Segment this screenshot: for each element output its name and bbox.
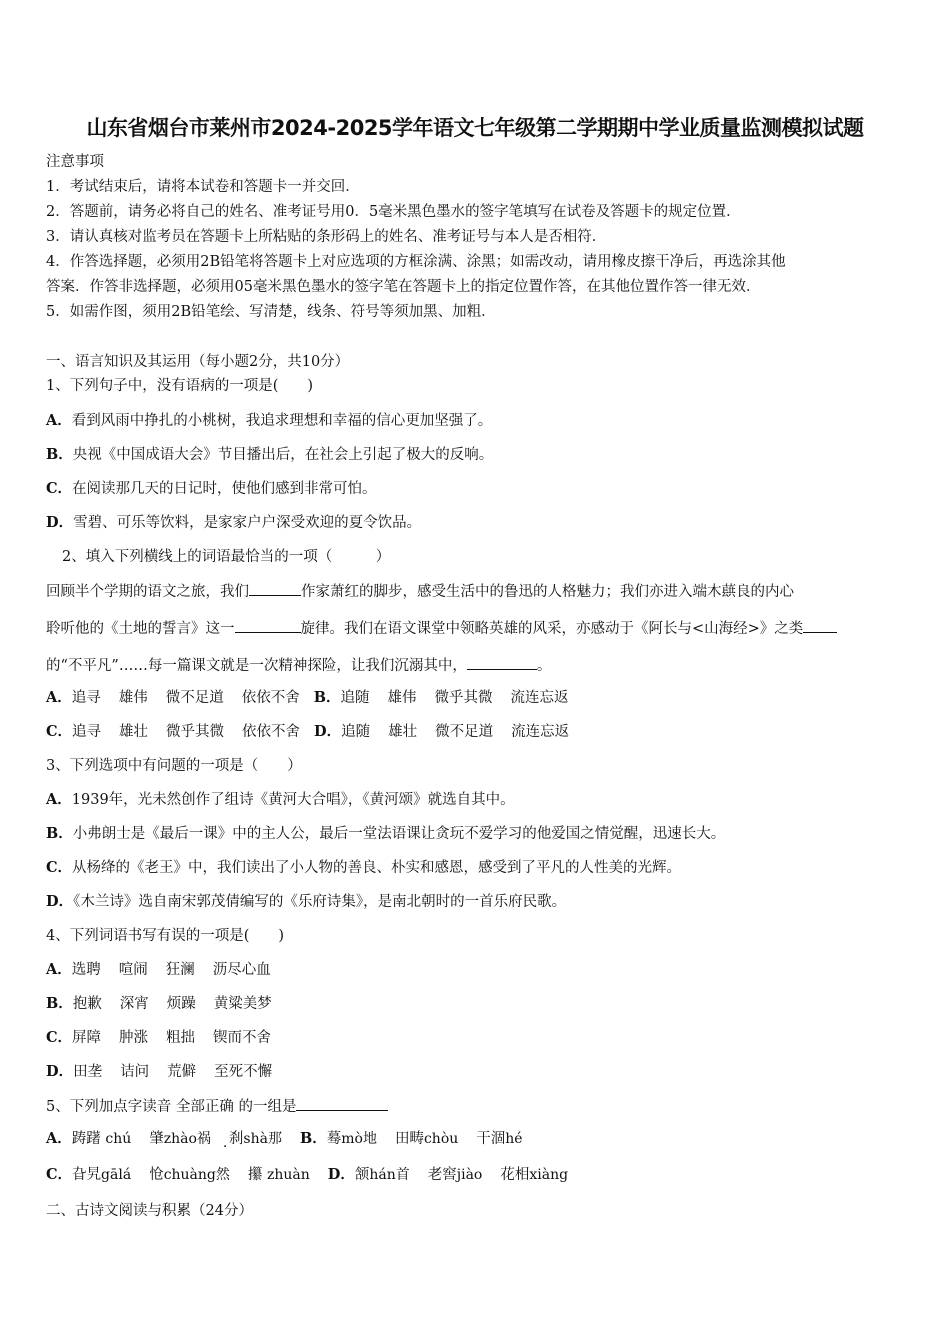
notice-item-1: 1．考试结束后，请将本试卷和答题卡一并交回． [46,179,360,195]
option-word: 刹 · [229,1131,244,1147]
notice-item-3: 3．请认真核对监考员在答题卡上所粘贴的条形码上的姓名、准考证号与本人是否相符． [46,229,607,245]
option-key: D． [327,1166,355,1183]
option-key: C． [46,480,73,497]
answer-blank[interactable] [249,581,301,596]
option-word: 雄壮 [119,724,149,740]
option-word: 微不足道 [165,690,224,706]
option-word: 狂澜 [165,962,195,978]
passage-text: 回顾半个学期的语文之旅，我们 [46,584,249,600]
option-word: 干涸 [476,1131,506,1147]
section-1-heading: 一、语言知识及其运用（每小题2分，共10分） [46,354,350,370]
option-word: 喧闹 [118,962,148,978]
option-word: 旮旯 [72,1167,102,1183]
option-text: 在阅读那几天的日记时，使他们感到非常可怕。 [72,481,377,497]
option-key: C． [46,723,73,740]
q2-stem: 2、填入下列横线上的词语最恰当的一项（ ） [62,549,391,565]
q2-options-cd [46,722,587,742]
q3-option-b [46,824,725,844]
q4-option-d [46,1062,290,1082]
page-title: 山东省烟台市莱州市2024-2025学年语文七年级第二学期期中学业质量监测模拟试题 [86,116,864,140]
option-word: 锲而不舍 [213,1030,272,1046]
q2-passage-line-3 [46,655,551,676]
pinyin: hé [505,1131,523,1147]
option-text: 央视《中国成语大会》节目播出后，在社会上引起了极大的反响。 [72,447,494,463]
pinyin: chú [105,1131,132,1147]
option-text: 《木兰诗》选自南宋郭茂倩编写的《乐府诗集》，是南北朝时的一首乐府民歌。 [73,894,567,910]
option-word: 选聘 [71,962,101,978]
option-word: 田垄 [73,1064,103,1080]
q1-stem: 1、下列句子中，没有语病的一项是( ) [46,378,314,394]
option-key: D． [46,893,74,910]
option-word: 花相 [500,1167,530,1183]
option-word: 依依不舍 [241,690,300,706]
stem-text: 5、下列加点字读音 全部正确 的一组是 [46,1099,297,1115]
option-word: 雄伟 [387,690,417,706]
option-word: 追随 [340,690,370,706]
q1-option-a [46,411,492,431]
option-word: 怆 [149,1167,164,1183]
option-text: 看到风雨中挣扎的小桃树，我追求理想和幸福的信心更加坚强了。 [71,413,493,429]
notice-item-2: 2．答题前，请务必将自己的姓名、准考证号用0．5毫米黑色墨水的签字笔填写在试卷及答题卡的规定位置． [46,204,741,220]
pinyin: chuàng然 [163,1167,230,1183]
pinyin: hán首 [369,1167,410,1183]
pinyin: chòu [423,1131,459,1147]
option-word: 依依不舍 [242,724,301,740]
notice-item-5: 5．如需作图，须用2B铅笔绘、写清楚，线条、符号等须加黑、加粗． [46,304,496,320]
option-key: B． [313,689,341,706]
option-key: D． [46,1063,74,1080]
option-word: 黄粱美梦 [213,996,272,1012]
option-word: 攥 [247,1167,263,1183]
option-word: 沥尽心血 [212,962,271,978]
option-word: 雄伟 [118,690,148,706]
q1-option-d [46,513,421,533]
q2-passage-line-1 [46,581,794,602]
option-key: A． [46,1130,72,1147]
option-word: 雄壮 [388,724,418,740]
option-key: B． [299,1130,327,1147]
option-word: 追随 [341,724,371,740]
notice-heading: 注意事项 [46,154,104,170]
option-word: 蓦 [326,1131,342,1147]
q4-option-c [46,1028,289,1048]
notice-item-4-cont: 答案．作答非选择题，必须用05毫米黑色墨水的签字笔在答题卡上的指定位置作答，在其他位置作答一律无效． [46,279,761,295]
pinyin: xiàng [529,1167,569,1183]
option-key: B． [46,995,73,1012]
q4-stem: 4、下列词语书写有误的一项是( ) [46,928,285,944]
q3-option-c [46,858,681,878]
option-key: A． [46,689,72,706]
section-2-heading: 二、古诗文阅读与积累（24分） [46,1203,253,1219]
option-word: 微乎其微 [434,690,493,706]
q5-stem [46,1096,388,1117]
option-word: 粗拙 [166,1030,196,1046]
q4-option-b [46,994,290,1014]
option-word: 肇 [149,1131,164,1147]
option-key: B． [46,825,73,842]
q3-stem: 3、下列选项中有问题的一项是（ ） [46,758,302,774]
option-word: 屏障 [72,1030,102,1046]
passage-text: 。 [536,658,552,674]
option-word: 颔 [354,1167,370,1183]
notice-item-4: 4．作答选择题，必须用2B铅笔将答题卡上对应选项的方框涂满、涂黑；如需改动，请用橡皮擦干净后，再选涂其他 [46,254,786,270]
option-word: 踌躇 [71,1131,101,1147]
q2-passage-line-2 [46,618,837,639]
answer-blank[interactable] [296,1096,388,1111]
q3-option-d [46,892,566,912]
option-key: D． [46,514,74,531]
option-text: 雪碧、可乐等饮料，是家家户户深受欢迎的夏令饮品。 [73,515,422,531]
option-word: 流连忘返 [511,724,570,740]
option-key: A． [46,791,72,808]
option-word: 烦躁 [166,996,196,1012]
pinyin: mò地 [341,1131,377,1147]
pinyin: shà那 [243,1131,282,1147]
q2-options-ab [46,688,587,708]
option-word: 至死不懈 [214,1064,273,1080]
answer-blank[interactable] [235,618,301,633]
pinyin: zhào祸 [163,1131,211,1147]
q5-options-cd [46,1165,586,1185]
option-key: B． [46,446,73,463]
pinyin: gālá [101,1167,132,1183]
option-word: 诘问 [120,1064,150,1080]
passage-text: 的“不平凡”……每一篇课文就是一次精神探险，让我们沉溺其中， [46,658,467,674]
option-word: 抱歉 [72,996,102,1012]
q5-options-ab [46,1129,541,1149]
passage-text: 旋律。我们在语文课堂中领略英雄的风采，亦感动于《阿长与<山海经>》之类 [300,621,804,637]
option-word: 微乎其微 [166,724,225,740]
option-word: 追寻 [71,690,101,706]
option-word: 深宵 [119,996,149,1012]
option-key: A． [46,412,72,429]
option-key: C． [46,859,73,876]
q3-option-a [46,790,515,810]
option-text: 1939年，光未然创作了组诗《黄河大合唱》，《黄河颂》就选自其中。 [71,792,515,808]
option-text: 从杨绛的《老王》中，我们读出了小人物的善良、朴实和感恩，感受到了平凡的人性美的光辉。 [72,860,682,876]
pinyin: jiào [456,1167,483,1183]
option-word: 追寻 [72,724,102,740]
option-key: D． [314,723,342,740]
option-word: 微不足道 [435,724,494,740]
option-word: 老窖 [427,1167,457,1183]
option-word: 田畴 [394,1131,424,1147]
option-key: C． [46,1029,73,1046]
option-text: 小弗朗士是《最后一课》中的主人公，最后一堂法语课让贪玩不爱学习的他爱国之情觉醒，迅速长大。 [72,826,726,842]
option-word: 荒僻 [167,1064,197,1080]
option-word: 肿涨 [119,1030,149,1046]
answer-blank[interactable] [803,618,837,633]
passage-text: 作家萧红的脚步，感受生活中的鲁迅的人格魅力；我们亦进入端木蕻良的内心 [301,584,794,600]
option-key: C． [46,1166,73,1183]
q1-option-b [46,445,493,465]
q4-option-a [46,960,289,980]
answer-blank[interactable] [467,655,537,670]
option-key: A． [46,961,72,978]
q1-option-c [46,479,377,499]
passage-text: 聆听他的《土地的誓言》这一 [46,621,235,637]
pinyin: zhuàn [267,1167,310,1183]
option-word: 流连忘返 [510,690,569,706]
